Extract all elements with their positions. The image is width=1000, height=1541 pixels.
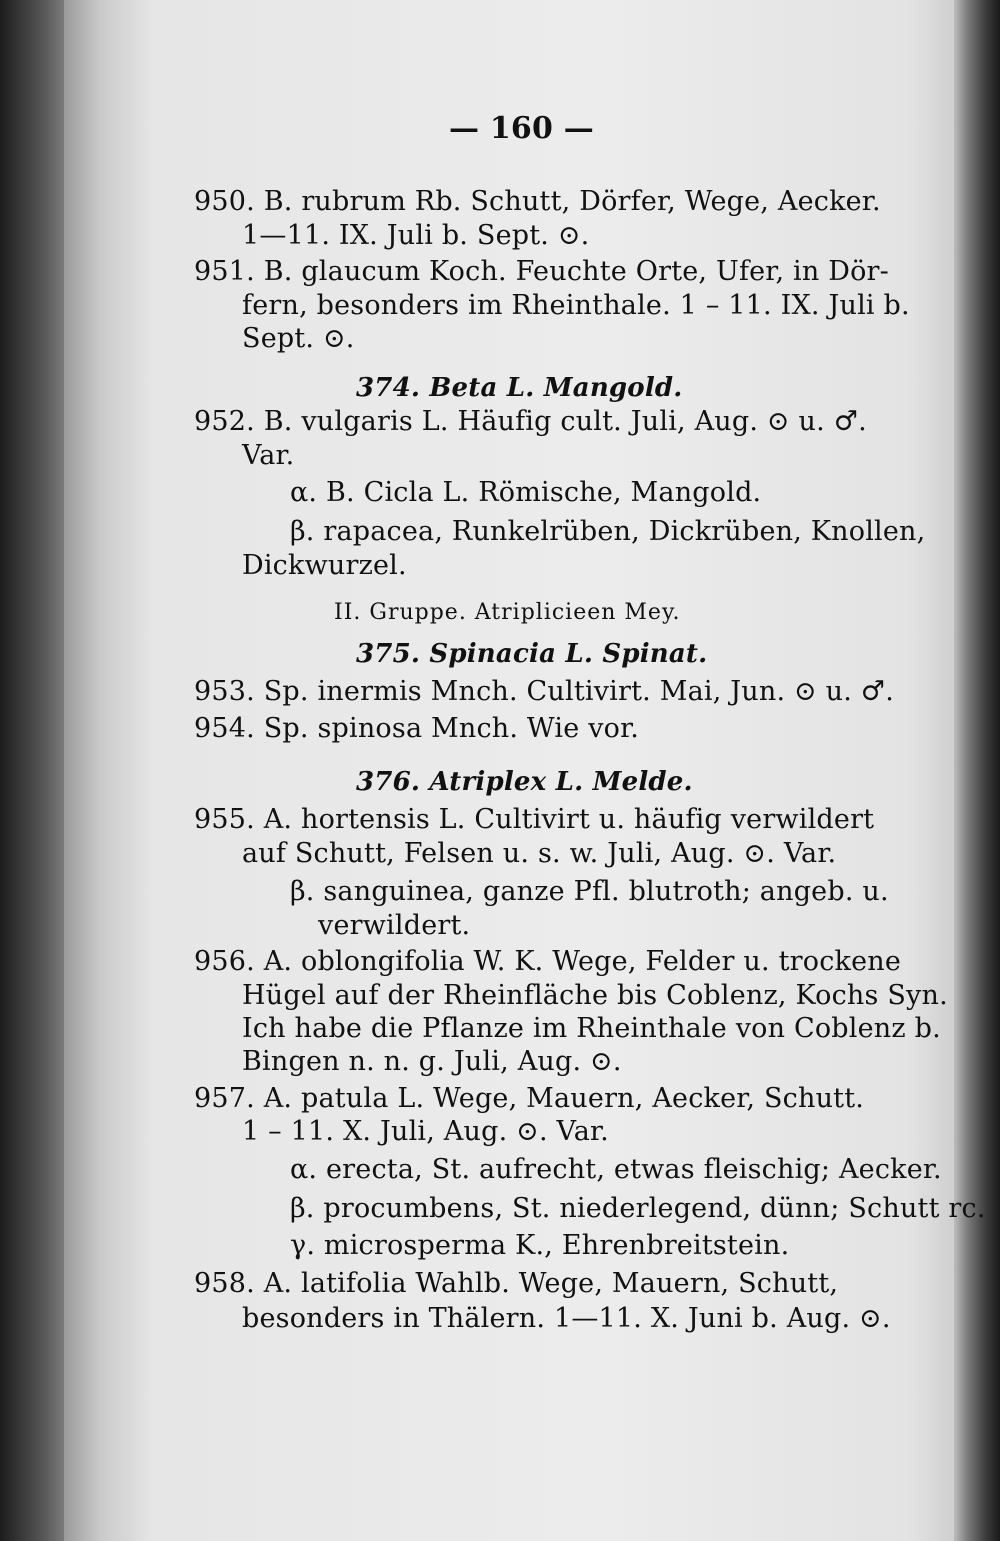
entry-text: Sp. inermis Mnch. Cultivirt. Mai, Jun. ⊙ u. ♂. bbox=[263, 676, 894, 707]
variety-beta-957: β. procumbens, St. niederlegend, dünn; Schutt rc. bbox=[290, 1193, 986, 1224]
entry-956-line-3: Ich habe die Pflanze im Rheinthale von Coblenz b. bbox=[242, 1013, 941, 1044]
variety-beta-955-cont: verwildert. bbox=[318, 910, 471, 941]
variety-beta: β. rapacea, Runkelrüben, Dickrüben, Knollen, bbox=[290, 516, 926, 547]
entry-text: A. oblongifolia W. K. Wege, Felder u. trockene bbox=[263, 946, 902, 977]
entry-958-line-2: besonders in Thälern. 1—11. X. Juni b. Aug. ⊙. bbox=[242, 1303, 891, 1334]
entry-953-line-1 bbox=[194, 676, 894, 708]
entry-number: 958. bbox=[194, 1268, 255, 1299]
entry-text: Sp. spinosa Mnch. Wie vor. bbox=[263, 713, 640, 744]
entry-number: 953. bbox=[194, 676, 255, 707]
variety-alpha-957: α. erecta, St. aufrecht, etwas fleischig; Aecker. bbox=[290, 1154, 942, 1185]
entry-text: B. glaucum Koch. Feuchte Orte, Ufer, in Dör- bbox=[263, 256, 889, 287]
variety-beta-955: β. sanguinea, ganze Pfl. blutroth; angeb. u. bbox=[290, 876, 889, 907]
entry-956-line-4: Bingen n. n. g. Juli, Aug. ⊙. bbox=[242, 1046, 622, 1077]
entry-955-line-1 bbox=[194, 804, 874, 836]
entry-text: B. rubrum Rb. Schutt, Dörfer, Wege, Aecker. bbox=[263, 186, 881, 217]
entry-951-line-2: fern, besonders im Rheinthale. 1 – 11. IX. Juli b. bbox=[242, 290, 910, 321]
book-spine-shadow bbox=[0, 0, 64, 1541]
genus-heading-375: 375. Spinacia L. Spinat. bbox=[356, 639, 708, 669]
entry-955-line-2: auf Schutt, Felsen u. s. w. Juli, Aug. ⊙. Var. bbox=[242, 838, 837, 869]
entry-951-line-3: Sept. ⊙. bbox=[242, 323, 355, 354]
entry-text: A. hortensis L. Cultivirt u. häufig verwildert bbox=[263, 804, 875, 835]
page-text bbox=[64, 0, 986, 1541]
entry-text: A. latifolia Wahlb. Wege, Mauern, Schutt, bbox=[263, 1268, 839, 1299]
page-number-header: — 160 — bbox=[449, 111, 594, 146]
entry-956-line-2: Hügel auf der Rheinfläche bis Coblenz, Kochs Syn. bbox=[242, 980, 948, 1011]
variety-beta-cont: Dickwurzel. bbox=[242, 550, 407, 581]
entry-number: 956. bbox=[194, 946, 255, 977]
entry-956-line-1 bbox=[194, 946, 901, 978]
entry-950-line-1 bbox=[194, 186, 881, 218]
entry-951-line-1 bbox=[194, 256, 889, 288]
variety-alpha: α. B. Cicla L. Römische, Mangold. bbox=[290, 477, 762, 508]
page-edge-shadow bbox=[954, 0, 1000, 1541]
entry-number: 954. bbox=[194, 713, 255, 744]
entry-number: 952. bbox=[194, 406, 255, 437]
entry-954-line-1 bbox=[194, 713, 639, 745]
entry-text: B. vulgaris L. Häufig cult. Juli, Aug. ⊙ u. ♂. bbox=[263, 406, 867, 437]
entry-text: A. patula L. Wege, Mauern, Aecker, Schutt. bbox=[263, 1083, 865, 1114]
entry-957-line-1 bbox=[194, 1083, 864, 1115]
entry-952-line-1 bbox=[194, 406, 867, 438]
entry-958-line-1 bbox=[194, 1268, 838, 1300]
group-heading: II. Gruppe. Atriplicieen Mey. bbox=[334, 600, 681, 625]
genus-heading-376: 376. Atriplex L. Melde. bbox=[356, 767, 693, 797]
entry-number: 951. bbox=[194, 256, 255, 287]
entry-952-line-2: Var. bbox=[242, 440, 295, 471]
entry-number: 957. bbox=[194, 1083, 255, 1114]
entry-957-line-2: 1 – 11. X. Juli, Aug. ⊙. Var. bbox=[242, 1116, 609, 1147]
entry-950-line-2: 1—11. IX. Juli b. Sept. ⊙. bbox=[242, 220, 590, 251]
genus-heading-374: 374. Beta L. Mangold. bbox=[356, 373, 683, 403]
variety-gamma-957: γ. microsperma K., Ehrenbreitstein. bbox=[290, 1230, 790, 1261]
entry-number: 950. bbox=[194, 186, 255, 217]
entry-number: 955. bbox=[194, 804, 255, 835]
